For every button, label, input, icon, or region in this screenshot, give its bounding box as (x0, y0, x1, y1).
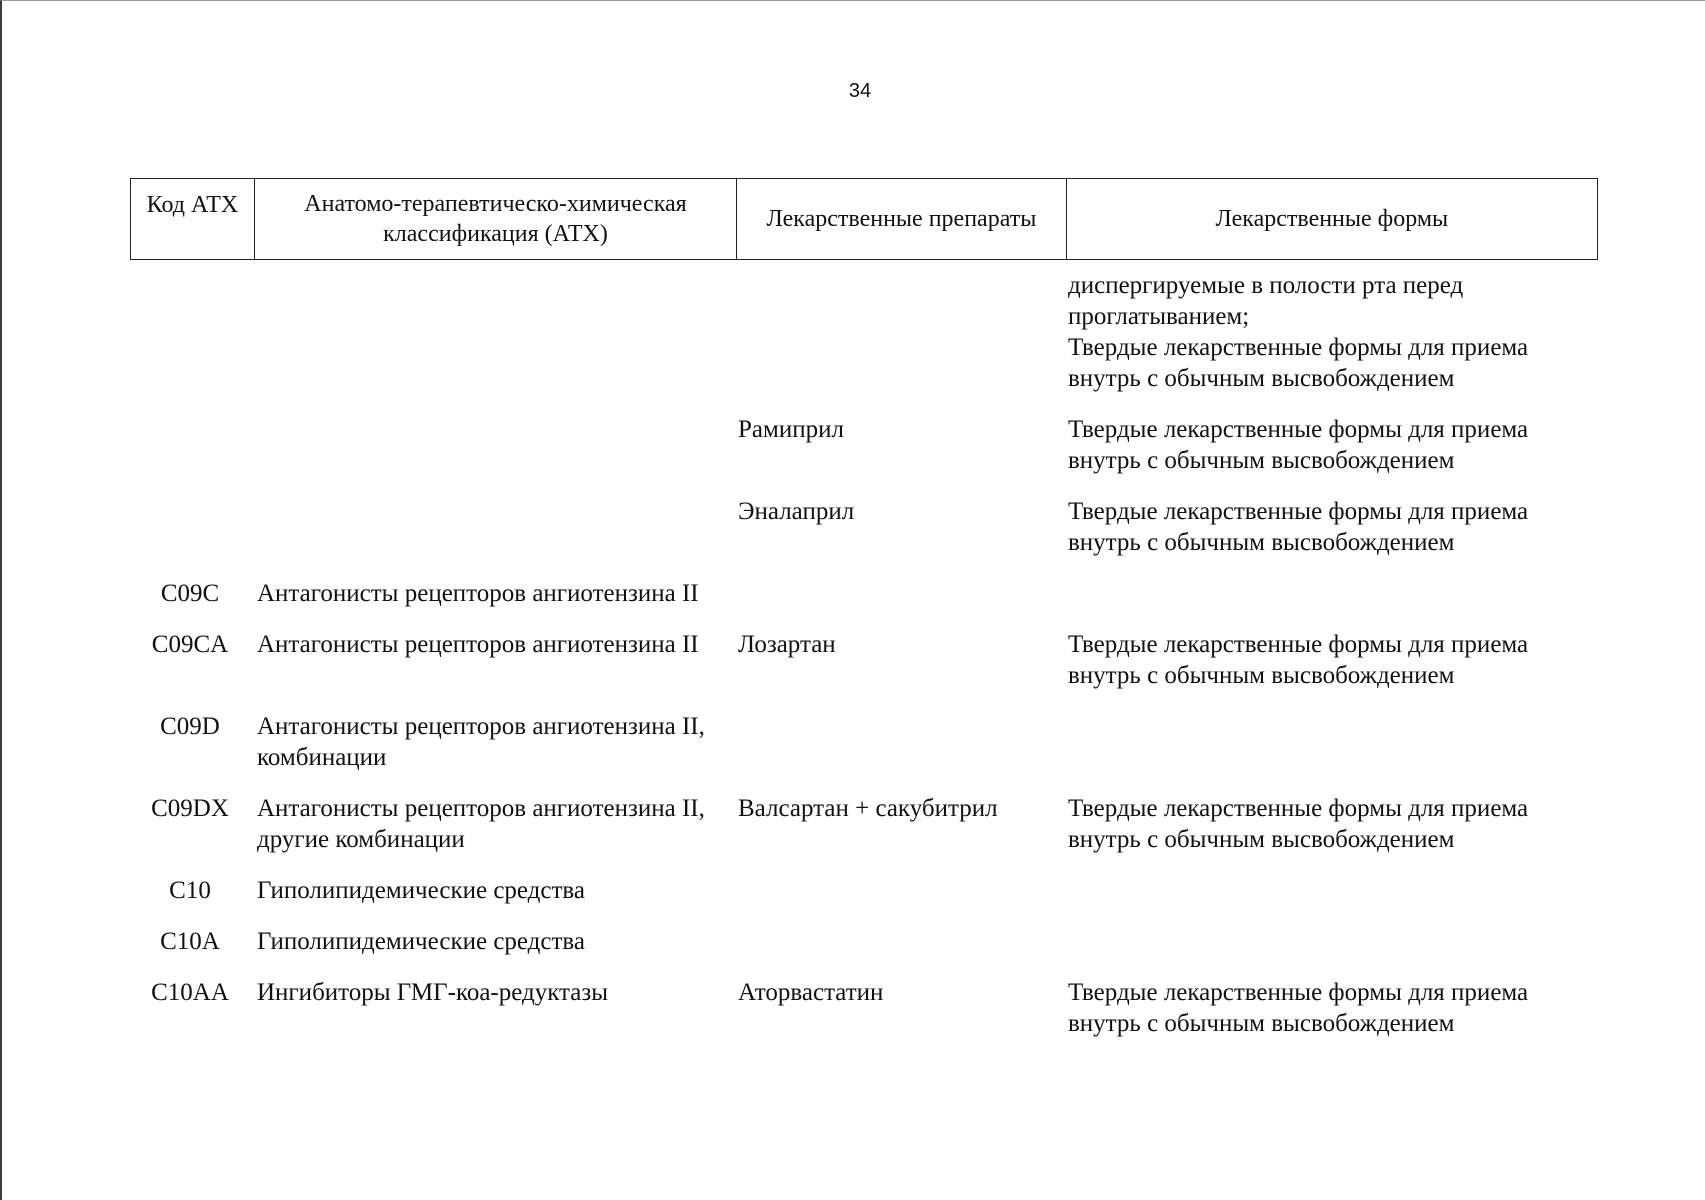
atc-name-cell (254, 270, 737, 394)
code-cell (130, 496, 254, 558)
drug-cell: Рамиприл (738, 416, 844, 443)
row-spacer (130, 476, 1598, 496)
drug-cell (737, 270, 1067, 394)
form-cell: Твердые лекарственные формы для приема внутрь с обычным высвобождением (1068, 631, 1529, 689)
form-cell: Твердые лекарственные формы для приема внутрь с обычным высвобождением (1068, 416, 1529, 474)
form-cell: Твердые лекарственные формы для приема внутрь с обычным высвобождением (1068, 795, 1529, 853)
row-spacer (130, 394, 1598, 414)
drug-cell (737, 875, 1067, 906)
code-cell: C09CA (151, 631, 229, 658)
atc-name-cell: Гиполипидемические средства (257, 928, 585, 955)
drug-cell: Валсартан + сакубитрил (738, 795, 998, 822)
form-cell (1067, 578, 1598, 609)
table-body (130, 260, 1598, 1039)
header-code: Код АТХ (131, 179, 255, 259)
atc-name-cell: Гиполипидемические средства (257, 877, 585, 904)
table-row (130, 578, 1598, 609)
table-row (130, 875, 1598, 906)
row-spacer (130, 260, 1598, 270)
table-row (130, 711, 1598, 773)
header-atc: Анатомо-терапевтическо-химическая классификация (АТХ) (255, 179, 737, 259)
atc-table (130, 178, 1598, 1039)
code-cell (130, 414, 254, 476)
row-spacer (130, 957, 1598, 977)
drug-cell (737, 711, 1067, 773)
code-cell: C09C (160, 580, 220, 607)
row-spacer (130, 691, 1598, 711)
code-cell: C10AA (151, 979, 229, 1006)
drug-cell (737, 578, 1067, 609)
table-row (130, 496, 1598, 558)
table-row (130, 629, 1598, 691)
row-spacer (130, 558, 1598, 578)
form-cell (1067, 875, 1598, 906)
code-cell: C09D (160, 713, 220, 740)
row-spacer (130, 855, 1598, 875)
table-row (130, 414, 1598, 476)
row-spacer (130, 609, 1598, 629)
drug-cell: Эналаприл (738, 498, 855, 525)
form-cell (1067, 711, 1598, 773)
drug-cell: Лозартан (738, 631, 836, 658)
atc-name-cell: Антагонисты рецепторов ангиотензина II, комбинации (257, 713, 705, 771)
atc-name-cell: Ингибиторы ГМГ-коа-редуктазы (257, 979, 609, 1006)
drug-cell: Аторвастатин (738, 979, 884, 1006)
form-cell: диспергируемые в полости рта перед проглатыванием; Твердые лекарственные формы для приема внутрь с обычным высвобождением (1068, 272, 1529, 392)
header-drug: Лекарственные препараты (737, 179, 1067, 259)
table-row (130, 270, 1598, 394)
code-cell: C09DX (151, 795, 229, 822)
table-row (130, 926, 1598, 957)
code-cell: C10A (160, 928, 220, 955)
table-row (130, 793, 1598, 855)
row-spacer (130, 773, 1598, 793)
row-spacer (130, 906, 1598, 926)
table-row (130, 977, 1598, 1039)
form-cell (1067, 926, 1598, 957)
atc-name-cell (254, 496, 737, 558)
atc-name-cell: Антагонисты рецепторов ангиотензина II (257, 580, 699, 607)
drug-cell (737, 926, 1067, 957)
code-cell (130, 270, 254, 394)
atc-name-cell: Антагонисты рецепторов ангиотензина II, другие комбинации (257, 795, 705, 853)
code-cell: C10 (169, 877, 211, 904)
header-form: Лекарственные формы (1215, 206, 1449, 232)
page-number: 34 (848, 80, 872, 102)
atc-name-cell (254, 414, 737, 476)
form-cell: Твердые лекарственные формы для приема внутрь с обычным высвобождением (1068, 979, 1529, 1037)
atc-name-cell: Антагонисты рецепторов ангиотензина II (257, 631, 699, 658)
form-cell: Твердые лекарственные формы для приема внутрь с обычным высвобождением (1068, 498, 1529, 556)
table-header (130, 178, 1598, 260)
